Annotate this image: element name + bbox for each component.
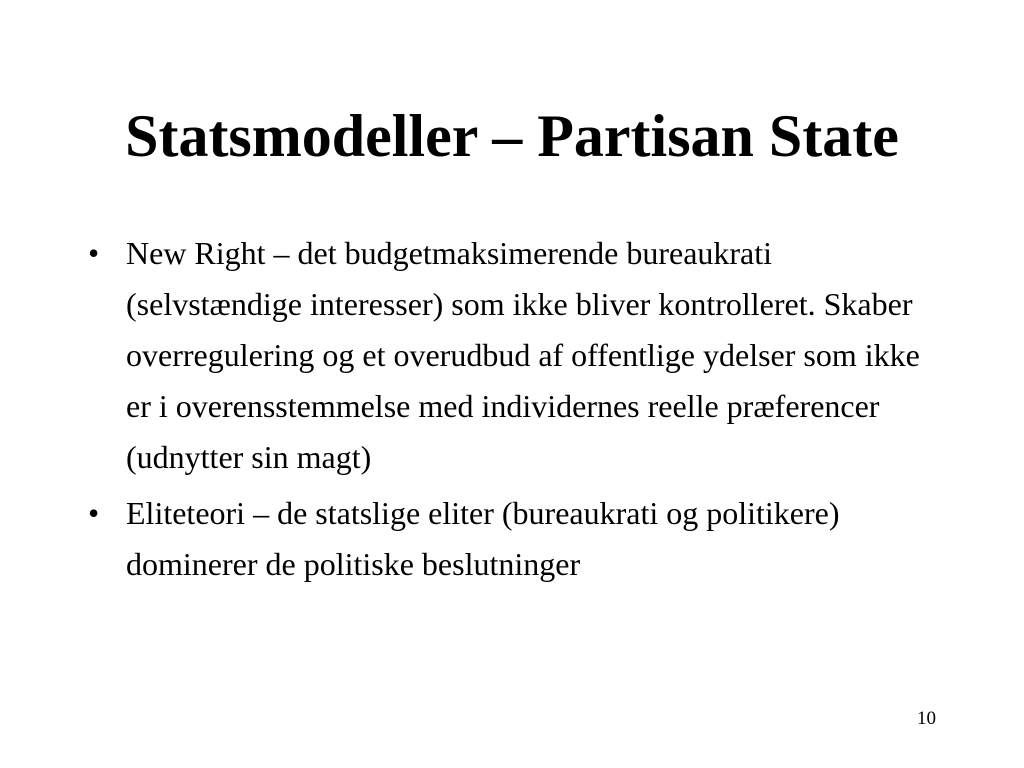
bullet-item-eliteteori bbox=[88, 488, 948, 590]
bullet-text: Eliteteori – de statslige eliter (bureaukrati og politikere) dominerer de politiske beslutninger bbox=[126, 495, 840, 582]
bullet-marker: • bbox=[88, 495, 100, 531]
bullet-item-new-right bbox=[88, 228, 948, 483]
bullet-list bbox=[88, 228, 948, 595]
slide-title: Statsmodeller – Partisan State bbox=[125, 103, 899, 169]
bullet-text: New Right – det budgetmaksimerende bureaukrati (selvstændige interesser) som ikke bliver kontrolleret. Skaber overregulering og et overudbud af offentlige ydelser som ikke er i overensstemmelse med individernes reelle præferencer (udnytter sin magt) bbox=[126, 235, 920, 475]
bullet-marker: • bbox=[88, 235, 100, 271]
slide-number: 10 bbox=[917, 708, 936, 729]
